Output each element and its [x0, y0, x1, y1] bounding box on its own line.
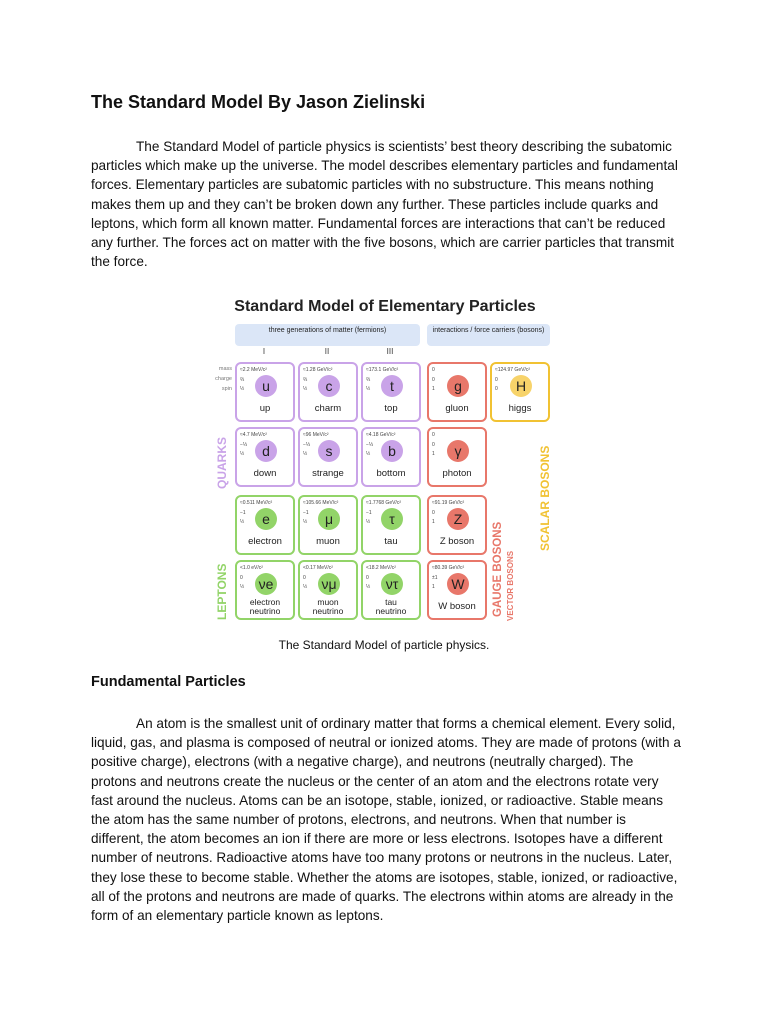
particle-charge: −⅓: [303, 442, 311, 448]
particle-up: [235, 362, 295, 422]
particle-charge: −1: [240, 510, 246, 516]
particle-name: gluon: [445, 403, 469, 414]
particle-name: photon: [442, 468, 472, 479]
particle-name: [300, 598, 356, 616]
particle-spin: ½: [240, 519, 245, 525]
particle-electron-neutrino: [235, 560, 295, 620]
particle-spin: ½: [303, 584, 308, 590]
particle-z-boson: [427, 495, 487, 555]
particle-symbol: g: [447, 375, 469, 397]
particle-name: strange: [312, 468, 344, 479]
particle-name-line-2: neutrino: [249, 606, 281, 616]
particle-charge: −1: [303, 510, 309, 516]
particle-muon: [298, 495, 358, 555]
particle-charge: −⅓: [240, 442, 248, 448]
particle-spin: ½: [366, 386, 371, 392]
particle-mass: ≈4.7 MeV/c²: [240, 432, 267, 438]
fermions-header: three generations of matter (fermions): [235, 324, 420, 346]
particle-symbol: e: [255, 508, 277, 530]
atoms-paragraph: [91, 714, 681, 925]
particle-mass: ≈1.28 GeV/c²: [303, 367, 333, 373]
particle-name: down: [253, 468, 277, 479]
particle-higgs: [490, 362, 550, 422]
particle-spin: ½: [366, 451, 371, 457]
particle-spin: 1: [432, 386, 435, 392]
particle-mass: ≈96 MeV/c²: [303, 432, 329, 438]
mass-row-label: mass: [218, 366, 232, 372]
figure-title: Standard Model of Elementary Particles: [234, 298, 536, 315]
particle-charge: ⅔: [303, 377, 308, 383]
particle-charge: 0: [432, 377, 435, 383]
generation-2-label: II: [324, 347, 330, 356]
vector-bosons-label: VECTOR BOSONS: [506, 550, 515, 621]
scalar-bosons-label: SCALAR BOSONS: [538, 445, 552, 551]
particle-name: electron: [248, 536, 282, 547]
particle-name-line-1: tau: [385, 597, 397, 607]
particle-charge: 0: [432, 442, 435, 448]
spin-row-label: spin: [221, 386, 232, 392]
particle-symbol: d: [255, 440, 277, 462]
particle-mass: ≈0.511 MeV/c²: [240, 500, 273, 506]
particle-spin: 1: [432, 451, 435, 457]
particle-mass: <1.0 eV/c²: [240, 565, 263, 571]
particle-spin: ½: [240, 584, 245, 590]
particle-charge: 0: [240, 575, 243, 581]
particle-symbol: νμ: [318, 573, 340, 595]
particle-mass: <18.2 MeV/c²: [366, 565, 396, 571]
particle-mass: 0: [432, 432, 435, 438]
particle-spin: ½: [240, 386, 245, 392]
particle-symbol: s: [318, 440, 340, 462]
particle-spin: 1: [432, 584, 435, 590]
particle-name-line-2: neutrino: [312, 606, 344, 616]
particle-charge: ⅔: [240, 377, 245, 383]
section-heading: Fundamental Particles: [91, 674, 246, 690]
particle-tau: [361, 495, 421, 555]
particle-gluon: [427, 362, 487, 422]
particle-symbol: c: [318, 375, 340, 397]
particle-symbol: t: [381, 375, 403, 397]
particle-charge: −1: [366, 510, 372, 516]
particle-mass: ≈80.39 GeV/c²: [432, 565, 465, 571]
particle-mass: <0.17 MeV/c²: [303, 565, 333, 571]
particle-name: muon: [316, 536, 340, 547]
quarks-group-label: QUARKS: [215, 436, 229, 489]
particle-mass: ≈105.66 MeV/c²: [303, 500, 339, 506]
bosons-header: interactions / force carriers (bosons): [427, 324, 550, 346]
particle-name: [237, 598, 293, 616]
particle-spin: ½: [366, 519, 371, 525]
particle-charge: 0: [366, 575, 369, 581]
particle-photon: [427, 427, 487, 487]
particle-mass: ≈173.1 GeV/c²: [366, 367, 399, 373]
particle-symbol: W: [447, 573, 469, 595]
particle-mass: ≈124.97 GeV/c²: [495, 367, 530, 373]
particle-symbol: τ: [381, 508, 403, 530]
particle-spin: 0: [495, 386, 498, 392]
particle-symbol: ντ: [381, 573, 403, 595]
particle-name: top: [384, 403, 398, 414]
intro-text: The Standard Model of particle physics is scientists’ best theory describing the subatomic particles which make up the universe. The model describes elementary particles and fundamental forces. Elementary particles are subatomic particles with no substructure. This means nothing makes them up and they can’t be broken down any further. These particles include quarks and leptons, which form all known matter. Fundamental forces are interactions that can’t be reduced any further. The forces act on matter with the five bosons, which are carrier particles that transmit the force.: [91, 139, 678, 270]
generation-3-label: III: [386, 347, 394, 356]
leptons-group-label: LEPTONS: [215, 563, 229, 620]
particle-strange: [298, 427, 358, 487]
particle-charm: [298, 362, 358, 422]
particle-spin: ½: [366, 584, 371, 590]
particle-electron: [235, 495, 295, 555]
particle-muon-neutrino: [298, 560, 358, 620]
particle-symbol: H: [510, 375, 532, 397]
figure-caption: The Standard Model of particle physics.: [278, 638, 490, 652]
generation-1-label: I: [262, 347, 266, 356]
particle-spin: ½: [303, 451, 308, 457]
particle-symbol: u: [255, 375, 277, 397]
particle-bottom: [361, 427, 421, 487]
particle-symbol: νe: [255, 573, 277, 595]
charge-row-label: charge: [215, 376, 232, 382]
particle-name: up: [259, 403, 271, 414]
particle-charge: ⅔: [366, 377, 371, 383]
particle-symbol: γ: [447, 440, 469, 462]
particle-name: [363, 598, 419, 616]
atoms-text: An atom is the smallest unit of ordinary matter that forms a chemical element. Every solid, liquid, gas, and plasma is composed of neutral or ionized atoms. They are made of protons (with a positive charge), electrons (with a negative charge), and neutrons (neutrally charged). The protons and neutrons create the nucleus or the center of an atom and the electrons rotate very fast around the nucleus. Atoms can be an isotope, stable, ionized, or radioactive. Stable means the atom has the same number of protons, electrons, and neutrons. When that number is different, the atom becomes an ion if there are more or less electrons. Isotopes have a different number of neutrons. Radioactive atoms have too many protons or neutrons in the nucleus. Later, they lose these to become stable. Whether the atoms are isotopes, stable, ionized, or radioactive, all of the protons and neutrons are made of quarks. The electrons within atoms are already in the form of an elementary particle known as leptons.: [91, 716, 681, 924]
particle-w-boson: [427, 560, 487, 620]
particle-tau-neutrino: [361, 560, 421, 620]
particle-charge: −⅓: [366, 442, 374, 448]
particle-name-line-2: neutrino: [375, 606, 407, 616]
particle-name: charm: [314, 403, 342, 414]
particle-symbol: Z: [447, 508, 469, 530]
particle-charge: ±1: [432, 575, 438, 581]
particle-mass: ≈1.7768 GeV/c²: [366, 500, 401, 506]
particle-mass: ≈4.18 GeV/c²: [366, 432, 396, 438]
particle-top: [361, 362, 421, 422]
particle-spin: ½: [303, 386, 308, 392]
particle-name-line-1: muon: [317, 597, 339, 607]
page-title: The Standard Model By Jason Zielinski: [91, 92, 426, 112]
particle-name: W boson: [438, 601, 476, 612]
gauge-bosons-label: GAUGE BOSONS: [492, 521, 504, 617]
particle-spin: ½: [240, 451, 245, 457]
particle-symbol: b: [381, 440, 403, 462]
particle-name: Z boson: [439, 536, 475, 547]
particle-name: higgs: [508, 403, 532, 414]
particle-name: bottom: [376, 468, 406, 479]
particle-mass: 0: [432, 367, 435, 373]
particle-charge: 0: [303, 575, 306, 581]
particle-symbol: μ: [318, 508, 340, 530]
particle-charge: 0: [495, 377, 498, 383]
particle-spin: ½: [303, 519, 308, 525]
particle-name-line-1: electron: [249, 597, 281, 607]
particle-charge: 0: [432, 510, 435, 516]
particle-spin: 1: [432, 519, 435, 525]
particle-mass: ≈2.2 MeV/c²: [240, 367, 267, 373]
particle-name: tau: [384, 536, 398, 547]
particle-mass: ≈91.19 GeV/c²: [432, 500, 465, 506]
particle-down: [235, 427, 295, 487]
